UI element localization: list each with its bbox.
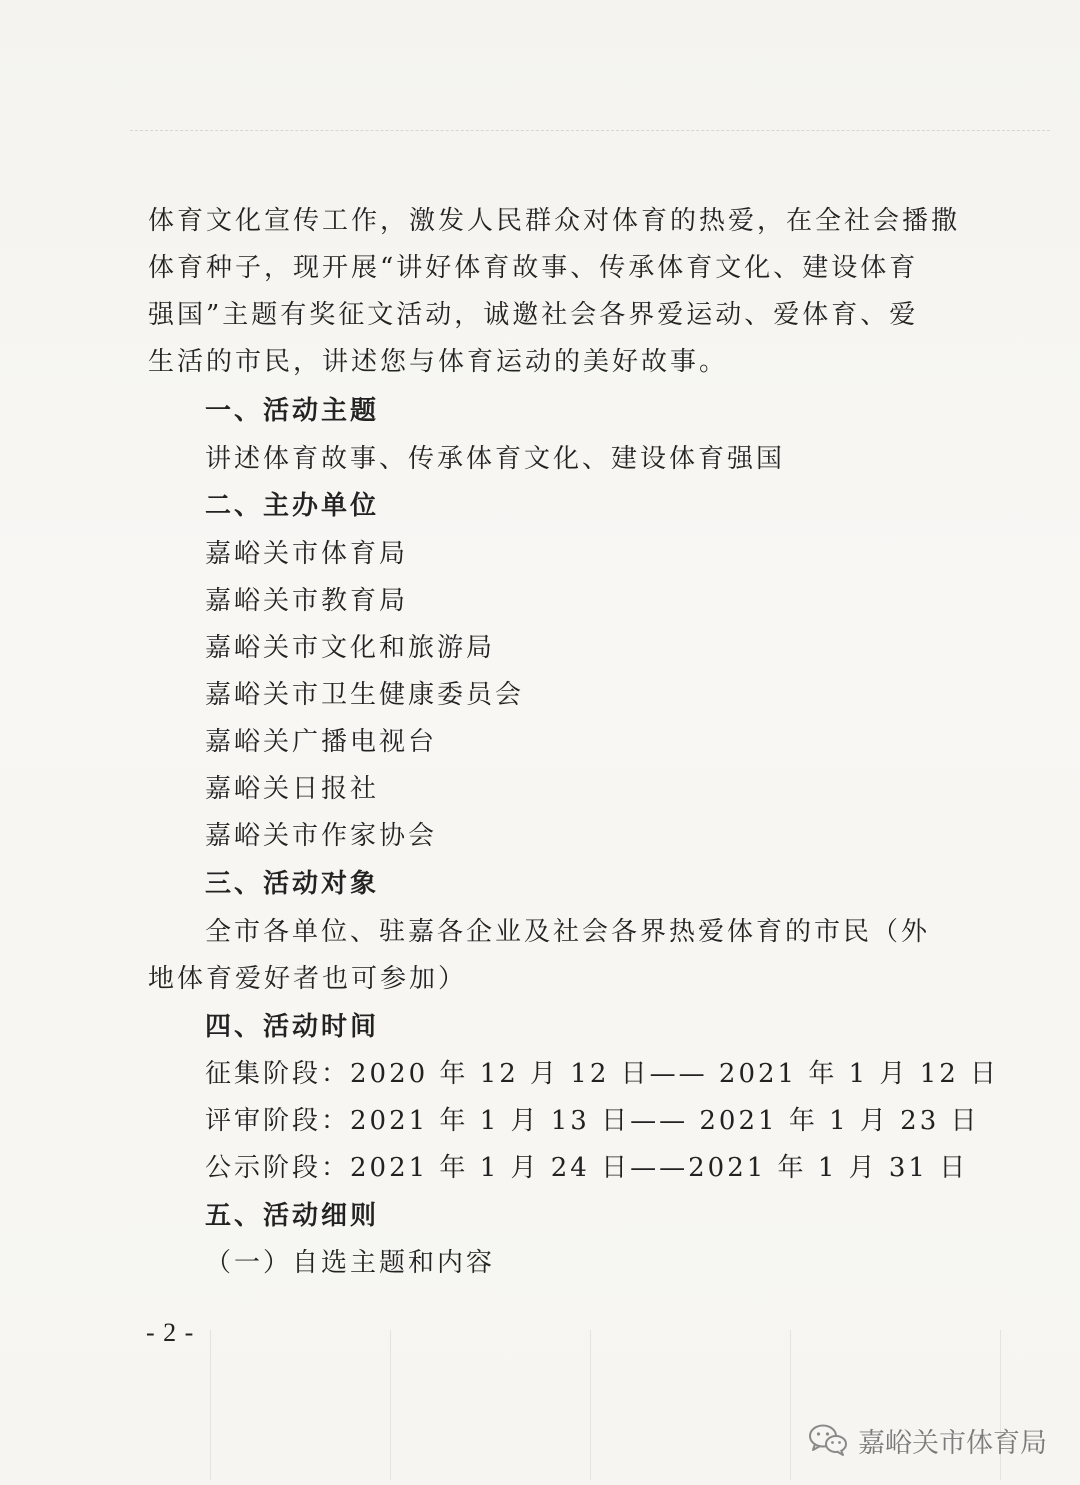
paragraph-line: 生活的市民，讲述您与体育运动的美好故事。 <box>148 347 729 377</box>
section-text: 讲述体育故事、传承体育文化、建设体育强国 <box>205 444 786 474</box>
scan-artifact <box>210 1330 211 1480</box>
section-text: 全市各单位、驻嘉各企业及社会各界热爱体育的市民（外 <box>205 917 931 947</box>
organizer-item: 嘉峪关日报社 <box>205 774 380 804</box>
scan-artifact <box>590 1330 591 1480</box>
organizer-item: 嘉峪关市文化和旅游局 <box>205 633 496 663</box>
schedule-phase: 评审阶段：2021 年 1 月 13 日—— 2021 年 1 月 23 日 <box>205 1106 980 1136</box>
paragraph-line: 强国”主题有奖征文活动，诚邀社会各界爱运动、爱体育、爱 <box>148 300 919 330</box>
organizer-item: 嘉峪关市作家协会 <box>205 821 438 851</box>
schedule-phase: 征集阶段：2020 年 12 月 12 日—— 2021 年 1 月 12 日 <box>205 1059 1000 1089</box>
wechat-icon <box>808 1423 848 1457</box>
schedule-phase: 公示阶段：2021 年 1 月 24 日——2021 年 1 月 31 日 <box>205 1153 969 1183</box>
subsection-heading: （一）自选主题和内容 <box>205 1248 496 1278</box>
section-heading: 二、主办单位 <box>205 491 380 521</box>
section-heading: 三、活动对象 <box>205 869 380 899</box>
section-text: 地体育爱好者也可参加） <box>148 964 468 994</box>
scan-artifact <box>790 1330 791 1480</box>
organizer-item: 嘉峪关广播电视台 <box>205 727 438 757</box>
paragraph-line: 体育文化宣传工作，激发人民群众对体育的热爱，在全社会播撒 <box>148 206 961 236</box>
scan-divider <box>130 130 1050 131</box>
section-heading: 五、活动细则 <box>205 1201 380 1231</box>
section-heading: 一、活动主题 <box>205 396 380 426</box>
paragraph-line: 体育种子，现开展“讲好体育故事、传承体育文化、建设体育 <box>148 253 919 283</box>
watermark <box>808 1418 1047 1462</box>
page-number: - 2 - <box>146 1318 195 1347</box>
organizer-item: 嘉峪关市体育局 <box>205 539 409 569</box>
scan-artifact <box>390 1330 391 1480</box>
organizer-item: 嘉峪关市卫生健康委员会 <box>205 680 525 710</box>
organizer-item: 嘉峪关市教育局 <box>205 586 409 616</box>
watermark-text: 嘉峪关市体育局 <box>858 1427 1047 1459</box>
section-heading: 四、活动时间 <box>205 1012 380 1042</box>
